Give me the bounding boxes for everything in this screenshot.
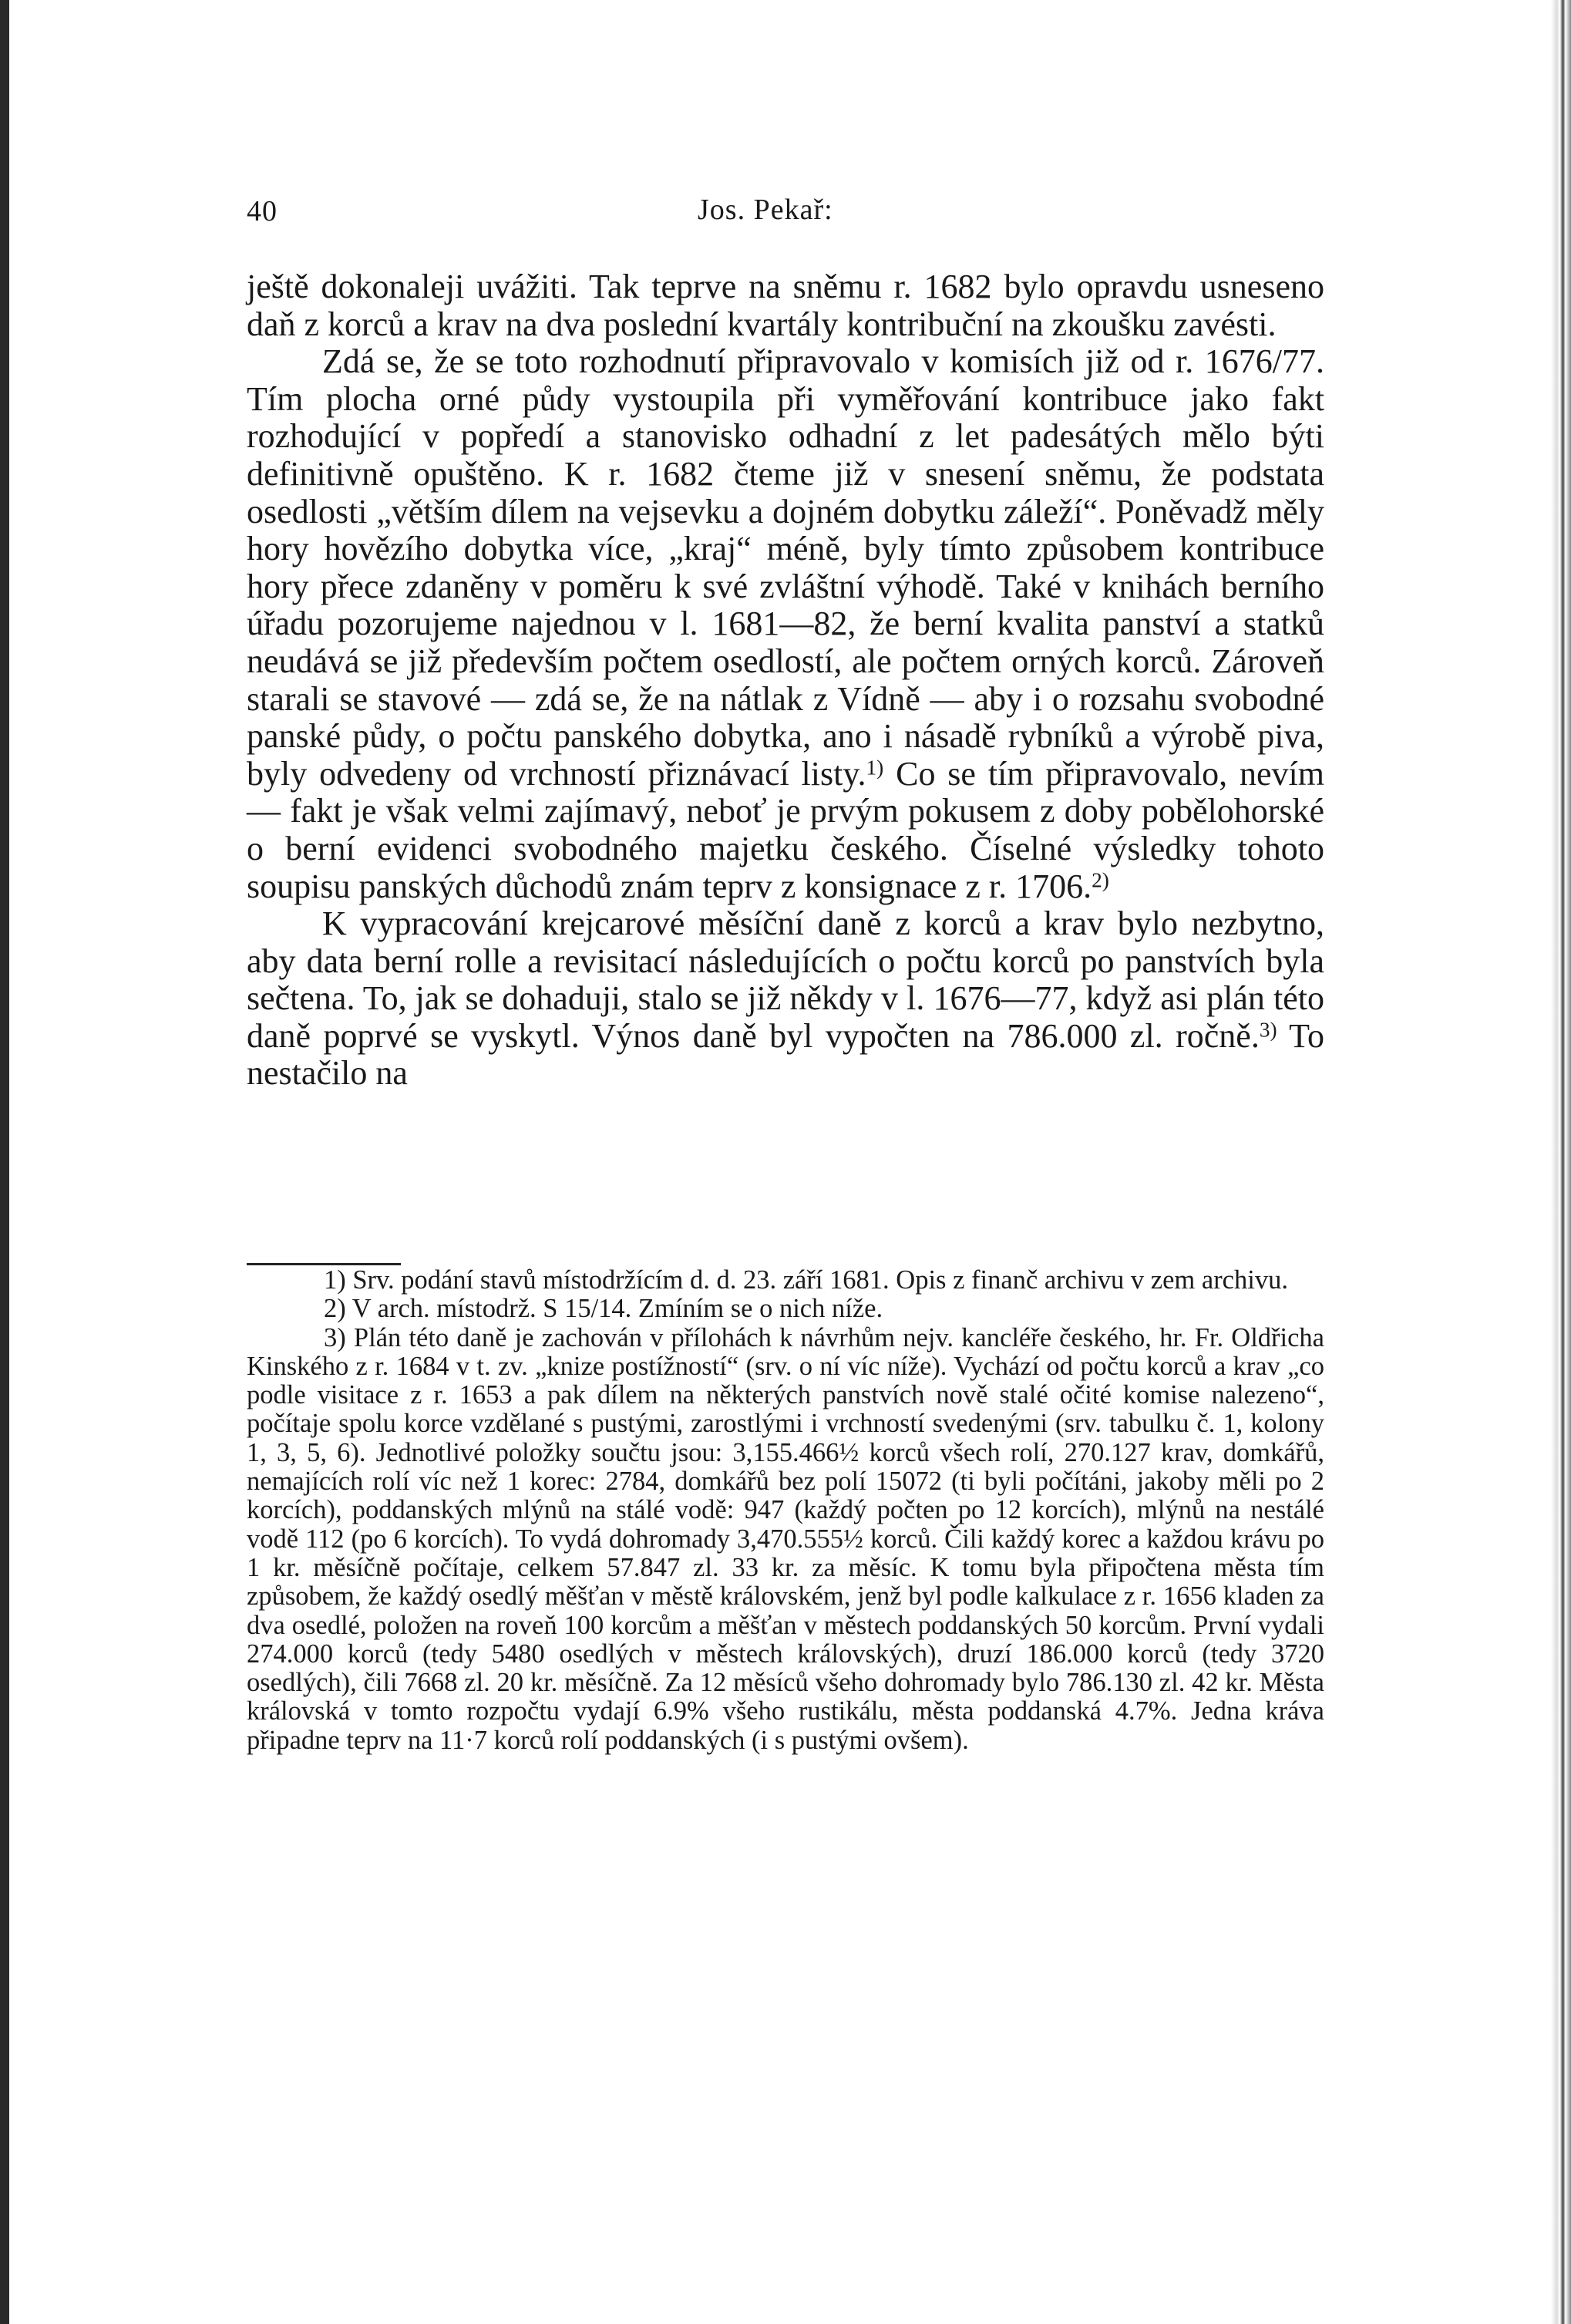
footnote-text: V arch. místodrž. S 15/14. Zmíním se o nich níže. — [352, 1294, 883, 1324]
paragraph-text: Zdá se, že se toto rozhodnutí připravovalo v komisích již od r. 1676/77. Tím plocha orné půdy vystoupila při vyměřování kontribuce jako fakt rozhodující v popředí a stanovisko odhadní z let padesátých mělo býti definitivně opuštěno. K r. 1682 čteme již v snesení sněmu, že podstata osedlosti „větším dílem na vejsevku a dojném dobytku záleží“. Poněvadž měly hory hovězího dobytka více, „kraj“ méně, byly tímto způsobem kontribuce hory přece zdaněny v poměru k své zvláštní výhodě. Také v knihách berního úřadu pozorujeme najednou v l. 1681—82, že berní kvalita panství a statků neudává se již především počtem osedlostí, ale počtem orných korců. Zároveň starali se stavové — zdá se, že na nátlak z Vídně — aby i o rozsahu svobodné panské půdy, o počtu panského dobytka, ano i násadě rybníků a výrobě piva, byly odvedeny od vrchností přiznávací listy. — [247, 342, 1324, 793]
scan-border-right — [1551, 0, 1571, 2324]
paragraph — [247, 268, 1324, 343]
scan-border-left — [0, 0, 9, 2324]
paragraph-text: To nestačilo na — [247, 1016, 1324, 1093]
paragraph-text: Co se tím připravovalo, nevím — fakt je však velmi zajímavý, neboť je prvým pokusem z doby pobělohorské o berní evidenci svobodného majetku českého. Číselné výsledky tohoto soupisu panských důchodů znám teprv z konsignace z r. 1706. — [247, 754, 1325, 905]
footnote-mark: 1) — [324, 1265, 346, 1295]
footnote — [247, 1324, 1324, 1755]
paragraph — [247, 343, 1324, 905]
footnote-text: Srv. podání stavů místodržícím d. d. 23. září 1681. Opis z finanč archivu v zem archivu. — [352, 1265, 1288, 1295]
main-text — [247, 268, 1324, 1093]
footnote-ref: 2) — [1092, 867, 1109, 891]
footnotes — [247, 1266, 1324, 1755]
paragraph — [247, 905, 1324, 1093]
footnote — [247, 1295, 1324, 1323]
paragraph-text: ještě dokonaleji uvážiti. Tak teprve na sněmu r. 1682 bylo opravdu usneseno daň z korců a krav na dva poslední kvartály kontribuční na zkoušku zavésti. — [247, 268, 1324, 343]
footnote-ref: 1) — [866, 756, 884, 780]
footnote-ref: 3) — [1259, 1018, 1277, 1042]
paragraph-text: K vypracování krejcarové měsíční daně z korců a krav bylo nezbytno, aby data berní rolle a revisitací následujících o počtu korců po panstvích byla sečtena. To, jak se dohaduji, stalo se již někdy v l. 1676—77, když asi plán této daně poprvé se vyskytl. Výnos daně byl vypočten na 786.000 zl. ročně. — [247, 904, 1324, 1055]
page-number: 40 — [247, 195, 278, 227]
running-head: Jos. Pekař: — [698, 194, 833, 226]
footnote-text: Plán této daně je zachován v přílohách k návrhům nejv. kancléře českého, hr. Fr. Oldřicha Kinského z r. 1684 v t. zv. „knize postížností“ (srv. o ní víc níže). Vychází od počtu korců a krav „co podle visitace z r. 1653 a pak dílem na některých panstvích nově stalé očité komise nalezeno“, počítaje spolu korce vzdělané s pustými, zarostlými i vrchností svedenými (srv. tabulku č. 1, kolony 1, 3, 5, 6). Jednotlivé položky součtu jsou: 3,155.466½ korců všech rolí, 270.127 krav, domkářů, nemajících rolí víc než 1 korec: 2784, domkářů bez polí 15072 (ti byli počítáni, jakoby měli po 2 korcích), poddanských mlýnů na stálé vodě: 947 (každý počten po 12 korcích), mlýnů na nestálé vodě 112 (po 6 korcích). To vydá dohromady 3,470.555½ korců. Čili každý korec a každou krávu po 1 kr. měsíčně počítaje, celkem 57.847 zl. 33 kr. za měsíc. K tomu byla připočtena města tím způsobem, že každý osedlý měšťan v městě královském, jenž byl podle kalkulace z r. 1656 kladen za dva osedlé, položen na roveň 100 korcům a měšťan v městech poddanských 50 korcům. První vydali 274.000 korců (tedy 5480 osedlých v městech královských), druzí 186.000 korců (tedy 3720 osedlých), čili 7668 zl. 20 kr. měsíčně. Za 12 měsíců všeho dohromady bylo 786.130 zl. 42 kr. Města královská v tomto rozpočtu vydají 6.9% všeho rustikálu, města poddanská 4.7%. Jedna kráva připadne teprv na 11·7 korců rolí poddanských (i s pustými ovšem). — [247, 1322, 1324, 1755]
footnote-mark: 2) — [324, 1294, 346, 1324]
footnote-mark: 3) — [324, 1322, 346, 1352]
footnote — [247, 1266, 1324, 1295]
